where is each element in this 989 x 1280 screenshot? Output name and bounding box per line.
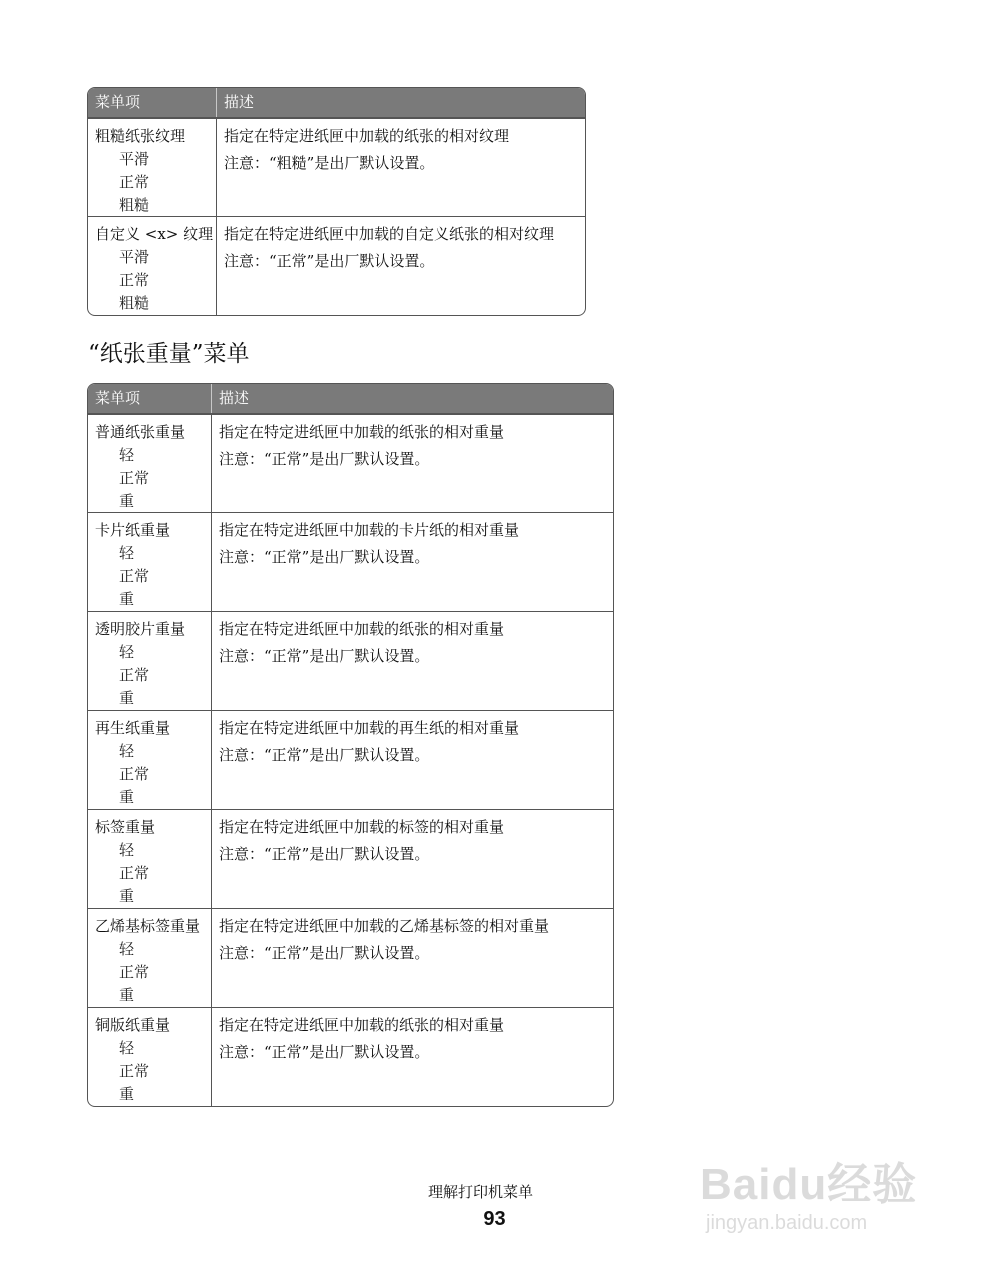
- option: 重: [119, 887, 135, 905]
- footer-chapter-title: 理解打印机菜单: [427, 1183, 533, 1201]
- note: 注意：“正常”是出厂默认设置。: [219, 1043, 430, 1061]
- option: 重: [119, 788, 135, 806]
- watermark-logo: Baidu经验: [700, 1160, 918, 1209]
- menu-item-name: 乙烯基标签重量: [95, 917, 201, 935]
- description: 指定在特定进纸匣中加载的卡片纸的相对重量: [219, 521, 520, 539]
- weight-table: [87, 383, 614, 1107]
- description: 指定在特定进纸匣中加载的纸张的相对重量: [219, 620, 505, 638]
- menu-item-name: 透明胶片重量: [95, 620, 186, 638]
- description: 指定在特定进纸匣中加载的标签的相对重量: [219, 818, 505, 836]
- table-row: [88, 611, 613, 710]
- table-header: [88, 384, 613, 414]
- note: 注意：“粗糙”是出厂默认设置。: [224, 154, 435, 172]
- option: 平滑: [119, 150, 150, 168]
- table-row: [88, 118, 585, 216]
- table-header: [88, 88, 585, 118]
- description: 指定在特定进纸匣中加载的纸张的相对重量: [219, 1016, 505, 1034]
- description: 指定在特定进纸匣中加载的再生纸的相对重量: [219, 719, 520, 737]
- option: 重: [119, 689, 135, 707]
- table-row: [88, 809, 613, 908]
- table-row: [88, 1007, 613, 1106]
- menu-item-name: 自定义 <x> 纹理: [95, 225, 214, 243]
- option: 重: [119, 986, 135, 1004]
- option: 正常: [119, 271, 150, 289]
- menu-item-name: 标签重量: [95, 818, 156, 836]
- baidu-watermark: [700, 1130, 940, 1260]
- option: 正常: [119, 765, 150, 783]
- note: 注意：“正常”是出厂默认设置。: [219, 944, 430, 962]
- menu-item-name: 粗糙纸张纹理: [95, 127, 186, 145]
- watermark-url: jingyan.baidu.com: [706, 1212, 868, 1234]
- option: 轻: [119, 1039, 135, 1057]
- option: 重: [119, 590, 135, 608]
- option: 重: [119, 1085, 135, 1103]
- option: 轻: [119, 742, 135, 760]
- description: 指定在特定进纸匣中加载的纸张的相对纹理: [224, 127, 510, 145]
- note: 注意：“正常”是出厂默认设置。: [219, 548, 430, 566]
- description: 指定在特定进纸匣中加载的乙烯基标签的相对重量: [219, 917, 550, 935]
- table-row: [88, 512, 613, 611]
- description: 指定在特定进纸匣中加载的自定义纸张的相对纹理: [224, 225, 555, 243]
- option: 正常: [119, 963, 150, 981]
- menu-item-name: 卡片纸重量: [95, 521, 171, 539]
- option: 正常: [119, 173, 150, 191]
- section-title: “纸张重量”菜单: [88, 341, 250, 367]
- option: 正常: [119, 469, 150, 487]
- option: 粗糙: [119, 294, 150, 312]
- option: 轻: [119, 544, 135, 562]
- option: 正常: [119, 1062, 150, 1080]
- header-menu-item: 菜单项: [88, 88, 217, 117]
- texture-table: [87, 87, 586, 316]
- table-row: [88, 216, 585, 315]
- option: 正常: [119, 567, 150, 585]
- option: 轻: [119, 841, 135, 859]
- note: 注意：“正常”是出厂默认设置。: [219, 450, 430, 468]
- note: 注意：“正常”是出厂默认设置。: [219, 845, 430, 863]
- table-row: [88, 414, 613, 512]
- header-description: 描述: [224, 93, 255, 111]
- option: 正常: [119, 864, 150, 882]
- page-number: 93: [483, 1208, 506, 1230]
- option: 平滑: [119, 248, 150, 266]
- header-menu-item: 菜单项: [88, 384, 212, 413]
- note: 注意：“正常”是出厂默认设置。: [219, 746, 430, 764]
- menu-item-name: 普通纸张重量: [95, 423, 186, 441]
- table-row: [88, 908, 613, 1007]
- option: 正常: [119, 666, 150, 684]
- menu-item-name: 再生纸重量: [95, 719, 171, 737]
- note: 注意：“正常”是出厂默认设置。: [224, 252, 435, 270]
- option: 轻: [119, 940, 135, 958]
- table-row: [88, 710, 613, 809]
- option: 粗糙: [119, 196, 150, 214]
- menu-item-name: 铜版纸重量: [95, 1016, 171, 1034]
- note: 注意：“正常”是出厂默认设置。: [219, 647, 430, 665]
- option: 轻: [119, 446, 135, 464]
- description: 指定在特定进纸匣中加载的纸张的相对重量: [219, 423, 505, 441]
- header-description: 描述: [219, 389, 250, 407]
- option: 重: [119, 492, 135, 510]
- option: 轻: [119, 643, 135, 661]
